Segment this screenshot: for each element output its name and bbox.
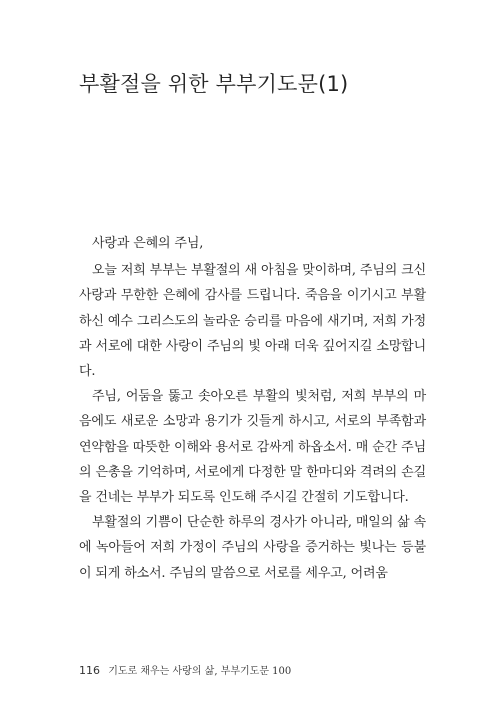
body-paragraph-1: 오늘 저희 부부는 부활절의 새 아침을 맞이하며, 주님의 크신 사랑과 무한한 은혜에 감사를 드립니다. 죽음을 이기시고 부활하신 예수 그리스도의 놀라운 승리를 마음에 새기며, 저희 가정과 서로에 대한 사랑이 주님의 빛 아래 더욱 깊어지길 소망합니다. bbox=[79, 263, 426, 380]
page-title: 부활절을 위한 부부기도문(1) bbox=[79, 72, 349, 96]
salutation-paragraph: 사랑과 은혜의 주님, bbox=[92, 236, 204, 251]
page-footer bbox=[79, 664, 291, 679]
prayer-body bbox=[79, 231, 426, 586]
page-number: 116 bbox=[79, 664, 100, 677]
body-paragraph-3: 부활절의 기쁨이 단순한 하루의 경사가 아니라, 매일의 삶 속에 녹아들어 저희 가정이 주님의 사랑을 증거하는 빛나는 등불이 되게 하소서. 주님의 말씀으로 서로를 세우고, 어려움 bbox=[79, 515, 426, 581]
body-paragraph-2: 주님, 어둠을 뚫고 솟아오른 부활의 빛처럼, 저희 부부의 마음에도 새로운 소망과 용기가 깃들게 하시고, 서로의 부족함과 연약함을 따뜻한 이해와 용서로 감싸게 하옵소서. 매 순간 주님의 은총을 기억하며, 서로에게 다정한 말 한마디와 격려의 손길을 건네는 부부가 되도록 인도해 주시길 간절히 기도합니다. bbox=[79, 389, 426, 506]
running-title: 기도로 채우는 사랑의 삶, 부부기도문 100 bbox=[108, 666, 292, 677]
